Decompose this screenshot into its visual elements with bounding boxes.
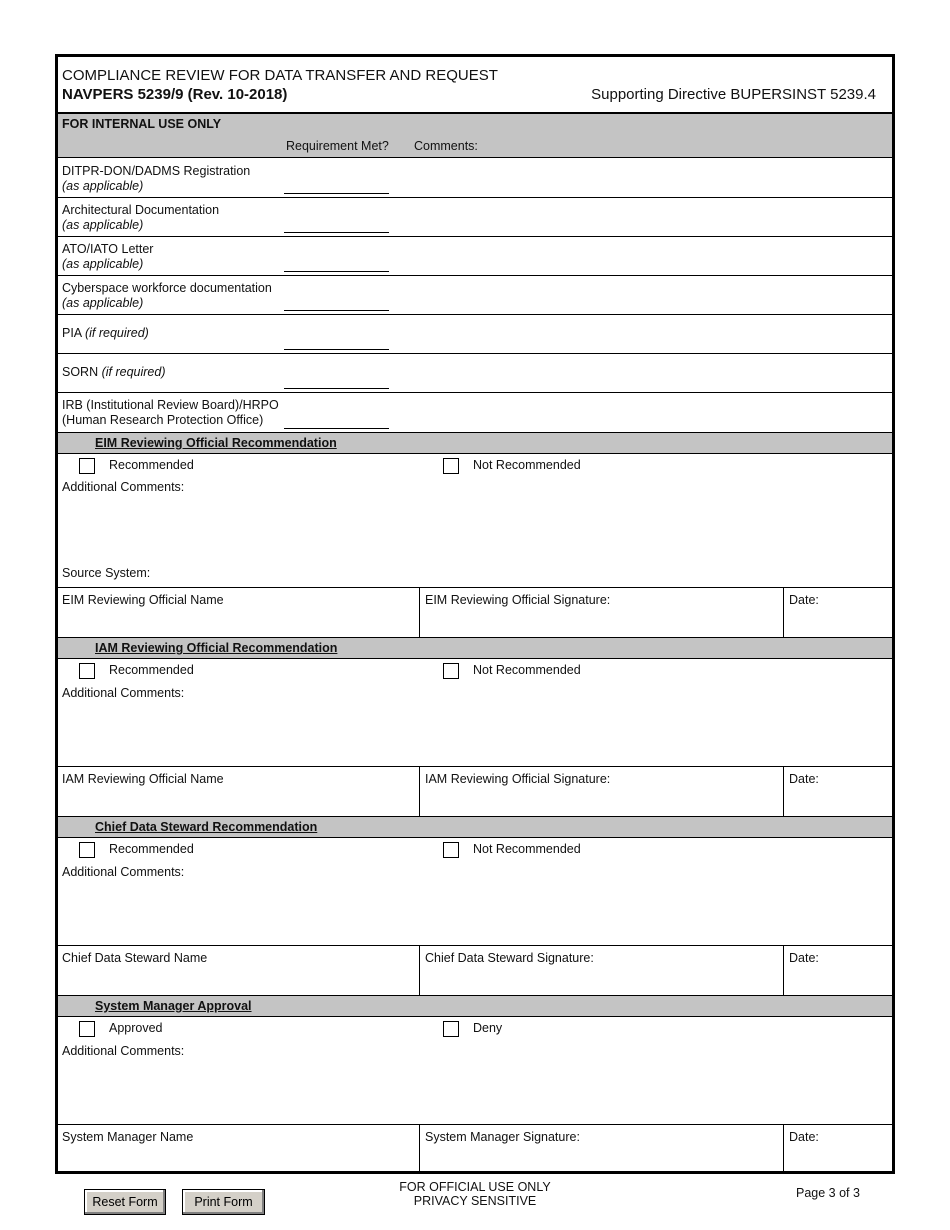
sm-deny-checkbox[interactable] [443, 1021, 459, 1037]
requirement-label: DITPR-DON/DADMS Registration (as applicable) [62, 164, 251, 193]
sm-approved-checkbox[interactable] [79, 1021, 95, 1037]
page-number: Page 3 of 3 [796, 1186, 860, 1200]
iam-not-recommended-checkbox[interactable] [443, 663, 459, 679]
supporting-directive: Supporting Directive BUPERSINST 5239.4 [591, 86, 876, 103]
cds-recommended-checkbox[interactable] [79, 842, 95, 858]
form-number: NAVPERS 5239/9 (Rev. 10-2018) [62, 86, 288, 103]
requirement-met-header: Requirement Met? [286, 139, 389, 153]
cds-additional-comments-label: Additional Comments: [62, 865, 185, 879]
sm-name-label: System Manager Name [62, 1130, 194, 1144]
footer-classification [375, 1180, 575, 1208]
iam-additional-comments-label: Additional Comments: [62, 686, 185, 700]
requirement-met-field[interactable] [284, 232, 389, 233]
sm-section-header [58, 995, 892, 1017]
requirement-met-field[interactable] [284, 193, 389, 194]
sm-additional-comments-label: Additional Comments: [62, 1044, 185, 1058]
sm-section-title: System Manager Approval [95, 999, 252, 1013]
sm-approved-label: Approved [109, 1021, 163, 1035]
form-header [58, 57, 892, 114]
iam-date-label: Date: [789, 772, 819, 786]
internal-use-header [58, 114, 892, 158]
requirement-label: PIA (if required) [62, 326, 149, 340]
requirement-label: IRB (Institutional Review Board)/HRPO (Human Research Protection Office) [62, 398, 279, 427]
eim-section-header [58, 432, 892, 454]
requirement-row-irb [58, 393, 892, 432]
comments-header: Comments: [414, 139, 478, 153]
eim-not-recommended-label: Not Recommended [473, 458, 581, 472]
iam-official-name-label: IAM Reviewing Official Name [62, 772, 224, 786]
privacy-sensitive-text: PRIVACY SENSITIVE [413, 1194, 537, 1208]
form-title: COMPLIANCE REVIEW FOR DATA TRANSFER AND REQUEST [62, 67, 498, 84]
cds-name-label: Chief Data Steward Name [62, 951, 208, 965]
eim-recommended-label: Recommended [109, 458, 194, 472]
cds-signature-row [58, 945, 892, 995]
requirement-met-field[interactable] [284, 428, 389, 429]
compliance-review-form [55, 54, 895, 1174]
eim-not-recommended-checkbox[interactable] [443, 458, 459, 474]
eim-recommended-checkbox[interactable] [79, 458, 95, 474]
cds-not-recommended-checkbox[interactable] [443, 842, 459, 858]
cds-section-header [58, 816, 892, 838]
requirement-row-ato [58, 237, 892, 276]
requirement-row-sorn [58, 354, 892, 393]
requirement-label: SORN (if required) [62, 365, 166, 379]
cds-date-label: Date: [789, 951, 819, 965]
sm-deny-label: Deny [473, 1021, 503, 1035]
cds-not-recommended-label: Not Recommended [473, 842, 581, 856]
cds-signature-label: Chief Data Steward Signature: [425, 951, 594, 965]
sm-signature-row [58, 1124, 892, 1174]
eim-section-title: EIM Reviewing Official Recommendation [95, 436, 337, 450]
iam-official-signature-label: IAM Reviewing Official Signature: [425, 772, 611, 786]
eim-additional-comments-label: Additional Comments: [62, 480, 185, 494]
requirement-met-field[interactable] [284, 388, 389, 389]
official-use-text: FOR OFFICIAL USE ONLY [399, 1180, 551, 1194]
iam-signature-row [58, 766, 892, 816]
iam-section-title: IAM Reviewing Official Recommendation [95, 641, 338, 655]
requirement-label: Architectural Documentation (as applicable) [62, 203, 220, 232]
requirement-met-field[interactable] [284, 310, 389, 311]
iam-section-header [58, 637, 892, 659]
eim-date-label: Date: [789, 593, 819, 607]
internal-use-label: FOR INTERNAL USE ONLY [62, 117, 222, 131]
eim-official-signature-label: EIM Reviewing Official Signature: [425, 593, 611, 607]
requirement-row-cyberspace [58, 276, 892, 315]
cds-section-title: Chief Data Steward Recommendation [95, 820, 318, 834]
iam-recommended-checkbox[interactable] [79, 663, 95, 679]
requirement-met-field[interactable] [284, 271, 389, 272]
requirement-row-pia [58, 315, 892, 354]
reset-form-button[interactable]: Reset Form [84, 1189, 166, 1215]
eim-source-system-label: Source System: [62, 566, 151, 580]
sm-date-label: Date: [789, 1130, 819, 1144]
sm-signature-label: System Manager Signature: [425, 1130, 580, 1144]
iam-not-recommended-label: Not Recommended [473, 663, 581, 677]
requirement-row-architecture [58, 198, 892, 237]
iam-recommended-label: Recommended [109, 663, 194, 677]
requirement-label: Cyberspace workforce documentation (as applicable) [62, 281, 272, 310]
print-form-button[interactable]: Print Form [182, 1189, 265, 1215]
cds-recommended-label: Recommended [109, 842, 194, 856]
requirement-label: ATO/IATO Letter (as applicable) [62, 242, 154, 271]
requirement-row-ditpr [58, 159, 892, 198]
eim-official-name-label: EIM Reviewing Official Name [62, 593, 224, 607]
requirement-met-field[interactable] [284, 349, 389, 350]
eim-signature-row [58, 587, 892, 637]
